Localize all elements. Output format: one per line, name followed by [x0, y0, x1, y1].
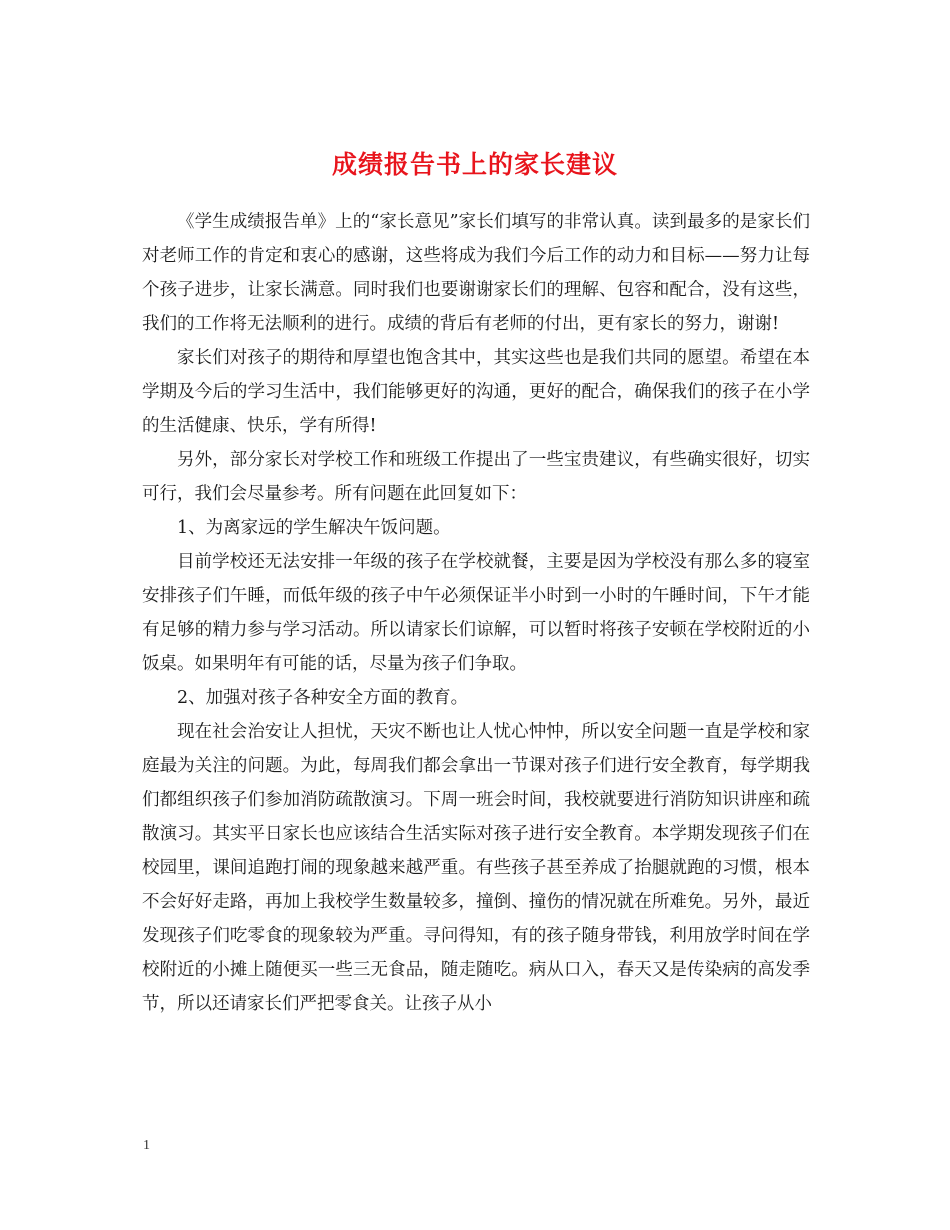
item-heading-lunch: 1、为离家远的学生解决午饭问题。: [177, 518, 451, 538]
paragraph-expectations: 家长们对孩子的期待和厚望也饱含其中，其实这些也是我们共同的愿望。希望在本学期及今后的学习生活中，我们能够更好的沟通，更好的配合，确保我们的孩子在小学的生活健康、快乐，学有所得!: [142, 348, 810, 436]
paragraph-suggestions: 另外，部分家长对学校工作和班级工作提出了一些宝贵建议，有些确实很好，切实可行，我们会尽量参考。所有问题在此回复如下：: [142, 450, 810, 504]
paragraph-safety-reply: 现在社会治安让人担忧，天灾不断也让人忧心忡忡，所以安全问题一直是学校和家庭最为关注的问题。为此，每周我们都会拿出一节课对孩子们进行安全教育，每学期我们都组织孩子们参加消防疏散演习。下周一班会时间，我校就要进行消防知识讲座和疏散演习。其实平日家长也应该结合生活实际对孩子进行安全教育。本学期发现孩子们在校园里，课间追跑打闹的现象越来越严重。有些孩子甚至养成了抬腿就跑的习惯，根本不会好好走路，再加上我校学生数量较多，撞倒、撞伤的情况就在所难免。另外，最近发现孩子们吃零食的现象较为严重。寻问得知，有的孩子随身带钱，利用放学时间在学校附近的小摊上随便买一些三无食品，随走随吃。病从口入，春天又是传染病的高发季节，所以还请家长们严把零食关。让孩子从小: [142, 722, 810, 1014]
page-title: 成绩报告书上的家长建议: [331, 149, 618, 179]
paragraph-intro: 《学生成绩报告单》上的“家长意见”家长们填写的非常认真。读到最多的是家长们对老师工作的肯定和衷心的感谢，这些将成为我们今后工作的动力和目标——努力让每个孩子进步，让家长满意。同时我们也要谢谢家长们的理解、包容和配合，没有这些，我们的工作将无法顺利的进行。成绩的背后有老师的付出，更有家长的努力，谢谢!: [142, 212, 810, 334]
item-heading-safety: 2、加强对孩子各种安全方面的教育。: [177, 688, 469, 708]
page-number: 1: [143, 1138, 150, 1153]
document-body: [142, 205, 810, 1021]
paragraph-lunch-reply: 目前学校还无法安排一年级的孩子在学校就餐，主要是因为学校没有那么多的寝室安排孩子们午睡，而低年级的孩子中午必须保证半小时到一小时的午睡时间，下午才能有足够的精力参与学习活动。所以请家长们谅解，可以暂时将孩子安顿在学校附近的小饭桌。如果明年有可能的话，尽量为孩子们争取。: [142, 552, 810, 674]
